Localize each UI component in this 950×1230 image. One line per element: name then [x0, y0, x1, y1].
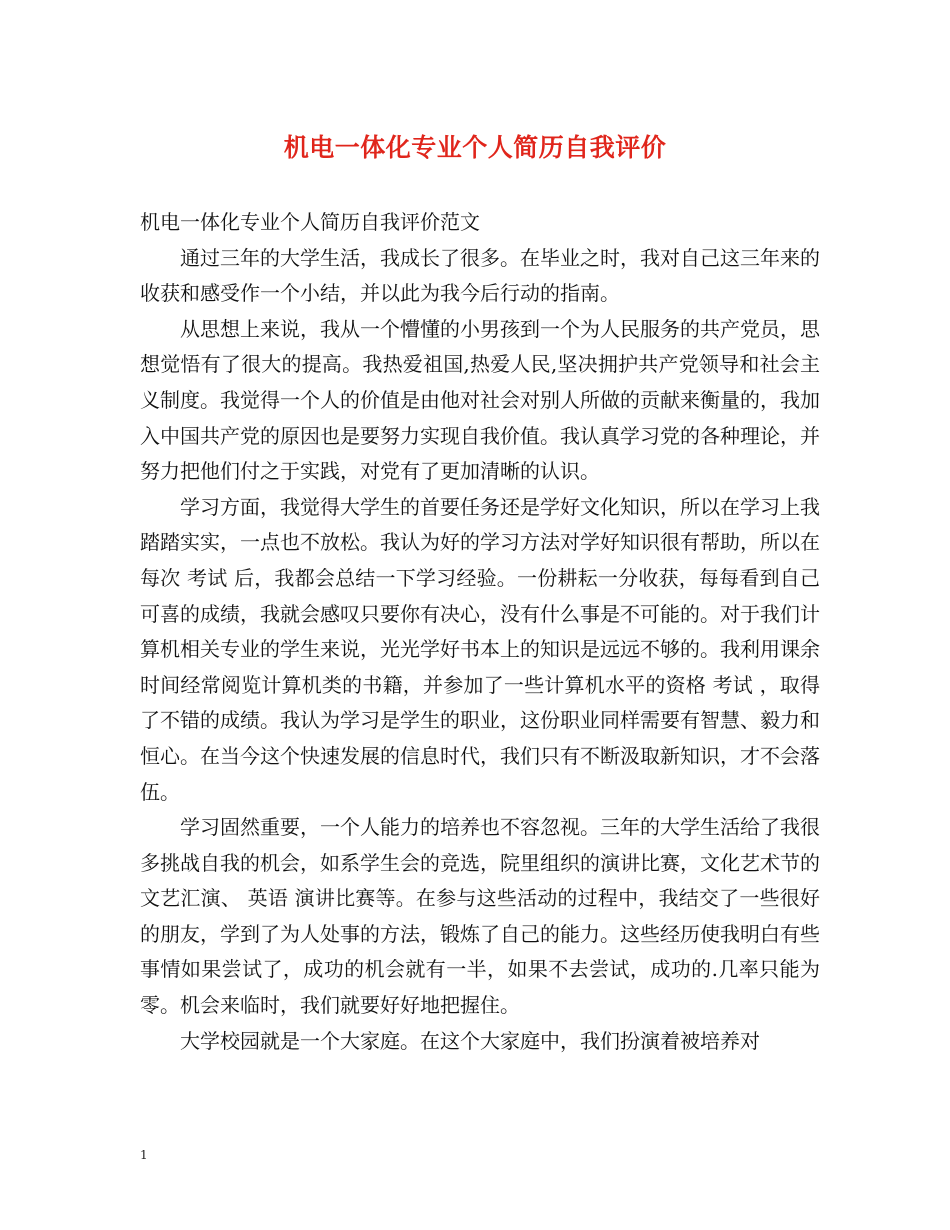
document-subtitle: 机电一体化专业个人简历自我评价范文 [140, 210, 480, 234]
paragraph-thought: 从思想上来说，我从一个懵懂的小男孩到一个为人民服务的共产党员，思想觉悟有了很大的提高。我热爱祖国,热爱人民,坚决拥护共产党领导和社会主义制度。我觉得一个人的价值是由他对社会对别人所做的贡献来衡量的，我加入中国共产党的原因也是要努力实现自我价值。我认真学习党的各种理论，并努力把他们付之于实践，对党有了更加清晰的认识。 [140, 316, 820, 484]
paragraph-ability: 学习固然重要，一个人能力的培养也不容忽视。三年的大学生活给了我很多挑战自我的机会，如系学生会的竞选，院里组织的演讲比赛，文化艺术节的文艺汇演、 英语 演讲比赛等。在参与这些活动的过程中，我结交了一些很好的朋友，学到了为人处事的方法，锻炼了自己的能力。这些经历使我明白有些事情如果尝试了，成功的机会就有一半，如果不去尝试，成功的.几率只能为零。机会来临时，我们就要好好地把握住。 [140, 815, 820, 1018]
paragraph-campus: 大学校园就是一个大家庭。在这个大家庭中，我们扮演着被培养对 [180, 1028, 760, 1053]
page-number: 1 [140, 1148, 148, 1162]
document-title: 机电一体化专业个人简历自我评价 [283, 133, 667, 162]
paragraph-summary: 通过三年的大学生活，我成长了很多。在毕业之时，我对自己这三年来的收获和感受作一个小结，并以此为我今后行动的指南。 [140, 245, 820, 306]
paragraph-study: 学习方面，我觉得大学生的首要任务还是学好文化知识，所以在学习上我踏踏实实，一点也不放松。我认为好的学习方法对学好知识很有帮助，所以在每次 考试 后，我都会总结一下学习经验。一份耕耘一分收获，每每看到自己可喜的成绩，我就会感叹只要你有决心，没有什么事是不可能的。对于我们计算机相关专业的学生来说，光光学好书本上的知识是远远不够的。我利用课余时间经常阅览计算机类的书籍，并参加了一些计算机水平的资格 考试 ，取得了不错的成绩。我认为学习是学生的职业，这份职业同样需要有智慧、毅力和恒心。在当今这个快速发展的信息时代，我们只有不断汲取新知识，才不会落伍。 [140, 494, 820, 804]
document-body [140, 205, 820, 1059]
